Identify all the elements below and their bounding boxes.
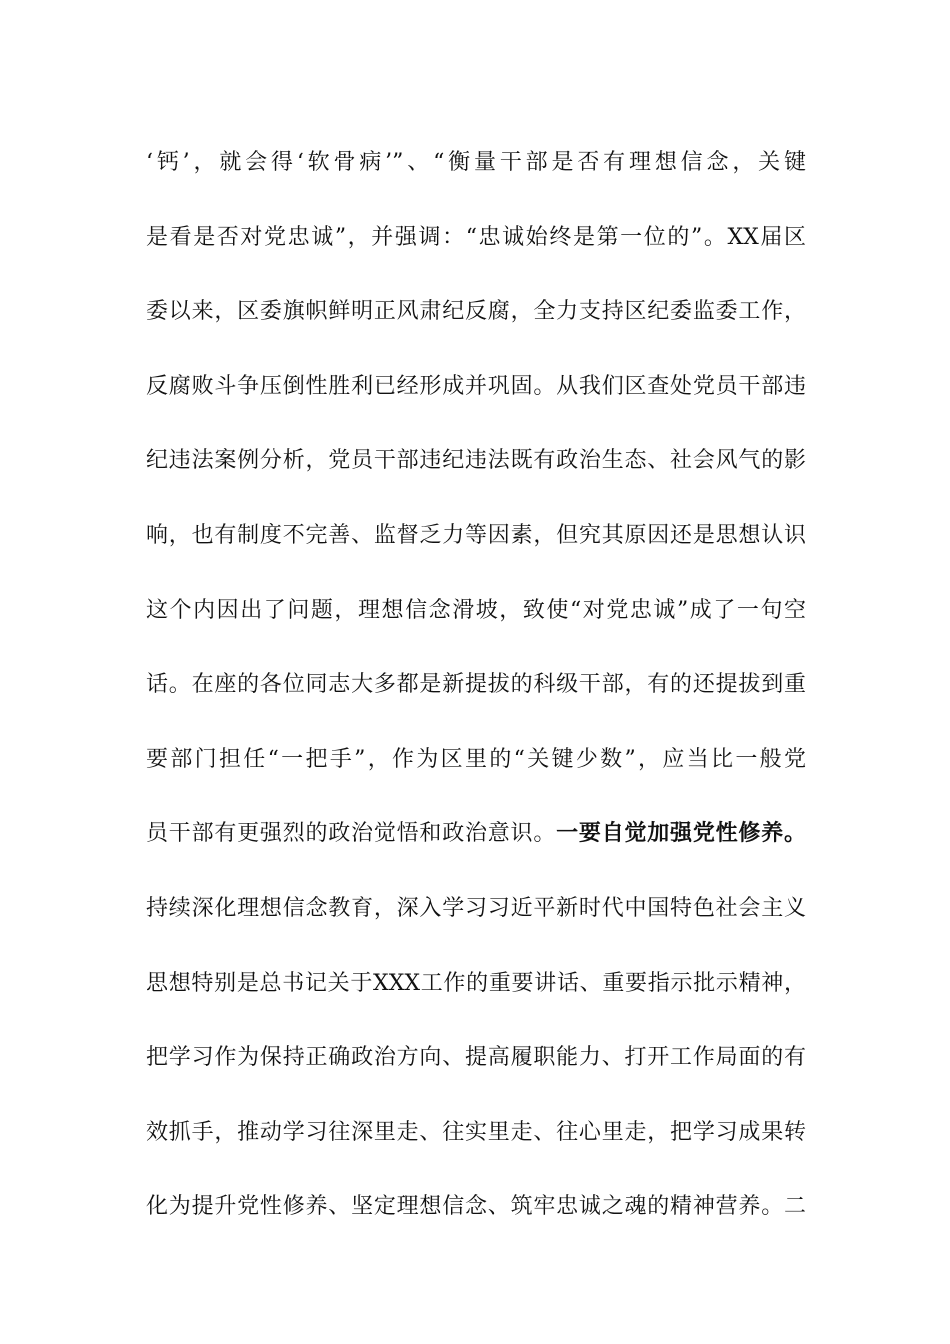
text-line-13: 把学习作为保持正确政治方向、提高履职能力、打开工作局面的有 (146, 1045, 806, 1071)
text-line-1: ‘钙’，就会得‘软骨病’”、“衡量干部是否有理想信念，关键 (146, 150, 806, 175)
text-line-4: 反腐败斗争压倒性胜利已经形成并巩固。从我们区查处党员干部违 (146, 373, 806, 399)
text-line-2: 是看是否对党忠诚”，并强调：“忠诚始终是第一位的”。XX届区 (146, 224, 806, 250)
text-line-7: 这个内因出了问题，理想信念滑坡，致使“对党忠诚”成了一句空 (146, 597, 806, 623)
text-line-8: 话。在座的各位同志大多都是新提拔的科级干部，有的还提拔到重 (146, 672, 806, 698)
text-line-3: 委以来，区委旗帜鲜明正风肃纪反腐，全力支持区纪委监委工作， (146, 299, 806, 325)
text-line-9: 要部门担任“一把手”，作为区里的“关键少数”，应当比一般党 (146, 746, 806, 772)
text-line-10 (146, 797, 806, 872)
text-line-14: 效抓手，推动学习往深里走、往实里走、往心里走，把学习成果转 (146, 1119, 806, 1145)
bold-heading-one: 一要自觉加强党性修养。 (556, 821, 806, 847)
text-line-12: 思想特别是总书记关于XXX工作的重要讲话、重要指示批示精神， (146, 970, 806, 996)
text-line-6: 响，也有制度不完善、监督乏力等因素，但究其原因还是思想认识 (146, 522, 806, 548)
text-line-11: 持续深化理想信念教育，深入学习习近平新时代中国特色社会主义 (146, 895, 806, 921)
text-line-5: 纪违法案例分析，党员干部违纪违法既有政治生态、社会风气的影 (146, 448, 806, 474)
text-line-10-regular: 员干部有更强烈的政治觉悟和政治意识。 (146, 821, 557, 847)
text-line-15: 化为提升党性修养、坚定理想信念、筑牢忠诚之魂的精神营养。二 (146, 1194, 806, 1220)
document-body (146, 126, 806, 1245)
